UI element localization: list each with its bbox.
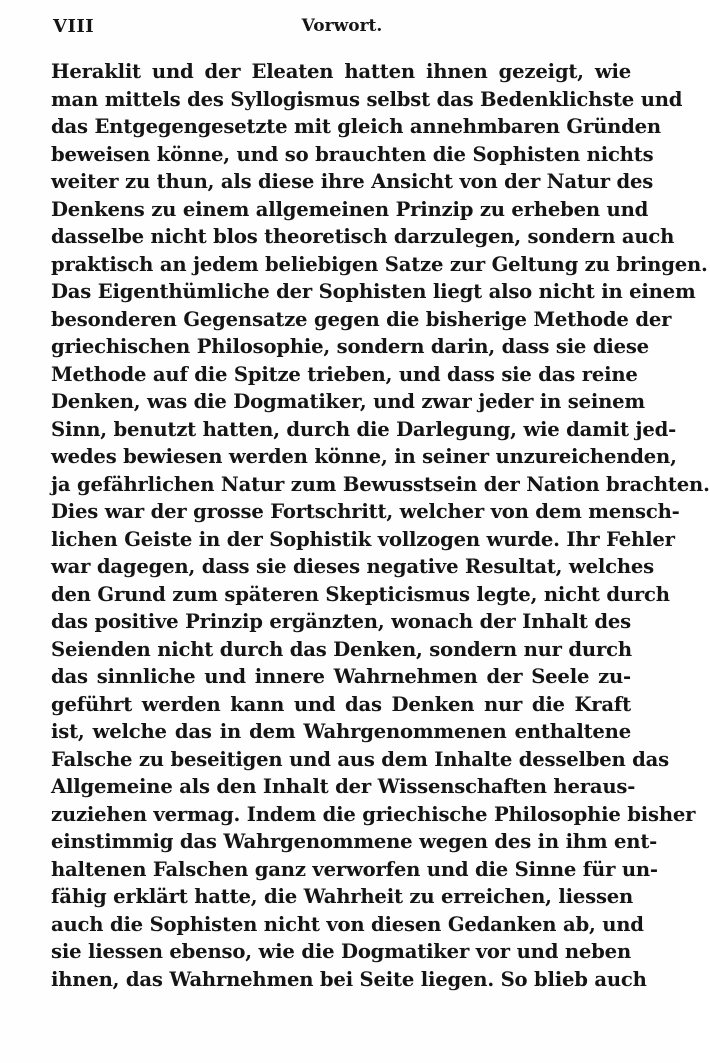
text-line: war dagegen, dass sie dieses negative Resultat, welches	[51, 555, 654, 578]
text-line: auch die Sophisten nicht von diesen Gedanken ab, und	[51, 912, 644, 936]
text-line: man mittels des Syllogismus selbst das Bedenklichste und	[51, 87, 683, 111]
text-line: geführt werden kann und das Denken nur die Kraft	[51, 692, 631, 716]
text-line: wedes bewiesen werden könne, in seiner unzureichenden,	[51, 445, 677, 468]
text-line: besonderen Gegensatze gegen die bisherige Methode der	[51, 307, 672, 331]
text-line: dasselbe nicht blos theoretisch darzulegen, sondern auch	[51, 225, 675, 248]
text-line: Denken, was die Dogmatiker, und zwar jeder in seinem	[51, 390, 645, 413]
text-line: das positive Prinzip ergänzten, wonach der Inhalt des	[51, 610, 631, 633]
text-line: Allgemeine als den Inhalt der Wissenschaften heraus-	[51, 775, 636, 798]
text-line: den Grund zum späteren Skepticismus legte, nicht durch	[51, 582, 670, 606]
text-line: ja gefährlichen Natur zum Bewusstsein der Nation brachten.	[51, 472, 710, 496]
text-line: beweisen könne, und so brauchten die Sophisten nichts	[51, 142, 654, 166]
text-line: haltenen Falschen ganz verworfen und die Sinne für un-	[51, 857, 658, 881]
text-line: das sinnliche und innere Wahrnehmen der Seele zu-	[51, 665, 631, 688]
text-line: Heraklit und der Eleaten hatten ihnen gezeigt, wie	[51, 60, 631, 83]
text-line: ihnen, das Wahrnehmen bei Seite liegen. So blieb auch	[51, 967, 647, 991]
text-line: Seienden nicht durch das Denken, sondern nur durch	[51, 637, 632, 661]
text-line: Falsche zu beseitigen und aus dem Inhalte desselben das	[51, 747, 669, 771]
running-head	[53, 16, 631, 42]
text-line: einstimmig das Wahrgenommene wegen des in ihm ent-	[51, 830, 658, 853]
text-line: Methode auf die Spitze trieben, und dass sie das reine	[51, 362, 638, 386]
running-title: Vorwort.	[301, 16, 383, 36]
text-line: griechischen Philosophie, sondern darin, dass sie diese	[51, 335, 649, 358]
body-text	[51, 58, 710, 993]
text-line: das Entgegengesetzte mit gleich annehmbaren Gründen	[51, 115, 661, 138]
text-line: Das Eigenthümliche der Sophisten liegt also nicht in einem	[51, 280, 696, 303]
text-line: praktisch an jedem beliebigen Satze zur Geltung zu bringen.	[51, 252, 708, 276]
text-line: weiter zu thun, als diese ihre Ansicht von der Natur des	[51, 170, 654, 193]
text-line: sie liessen ebenso, wie die Dogmatiker vor und neben	[51, 940, 631, 963]
text-line: Denkens zu einem allgemeinen Prinzip zu erheben und	[51, 197, 649, 221]
text-line: Dies war der grosse Fortschritt, welcher von dem mensch-	[51, 500, 680, 523]
text-line: fähig erklärt hatte, die Wahrheit zu erreichen, liessen	[51, 885, 634, 908]
text-line: Sinn, benutzt hatten, durch die Darlegung, wie damit jed-	[51, 417, 677, 441]
text-line: lichen Geiste in der Sophistik vollzogen wurde. Ihr Fehler	[51, 527, 675, 551]
text-line: ist, welche das in dem Wahrgenommenen enthaltene	[51, 720, 631, 743]
text-line: zuziehen vermag. Indem die griechische Philosophie bisher	[51, 802, 696, 826]
page-number: VIII	[53, 16, 95, 37]
